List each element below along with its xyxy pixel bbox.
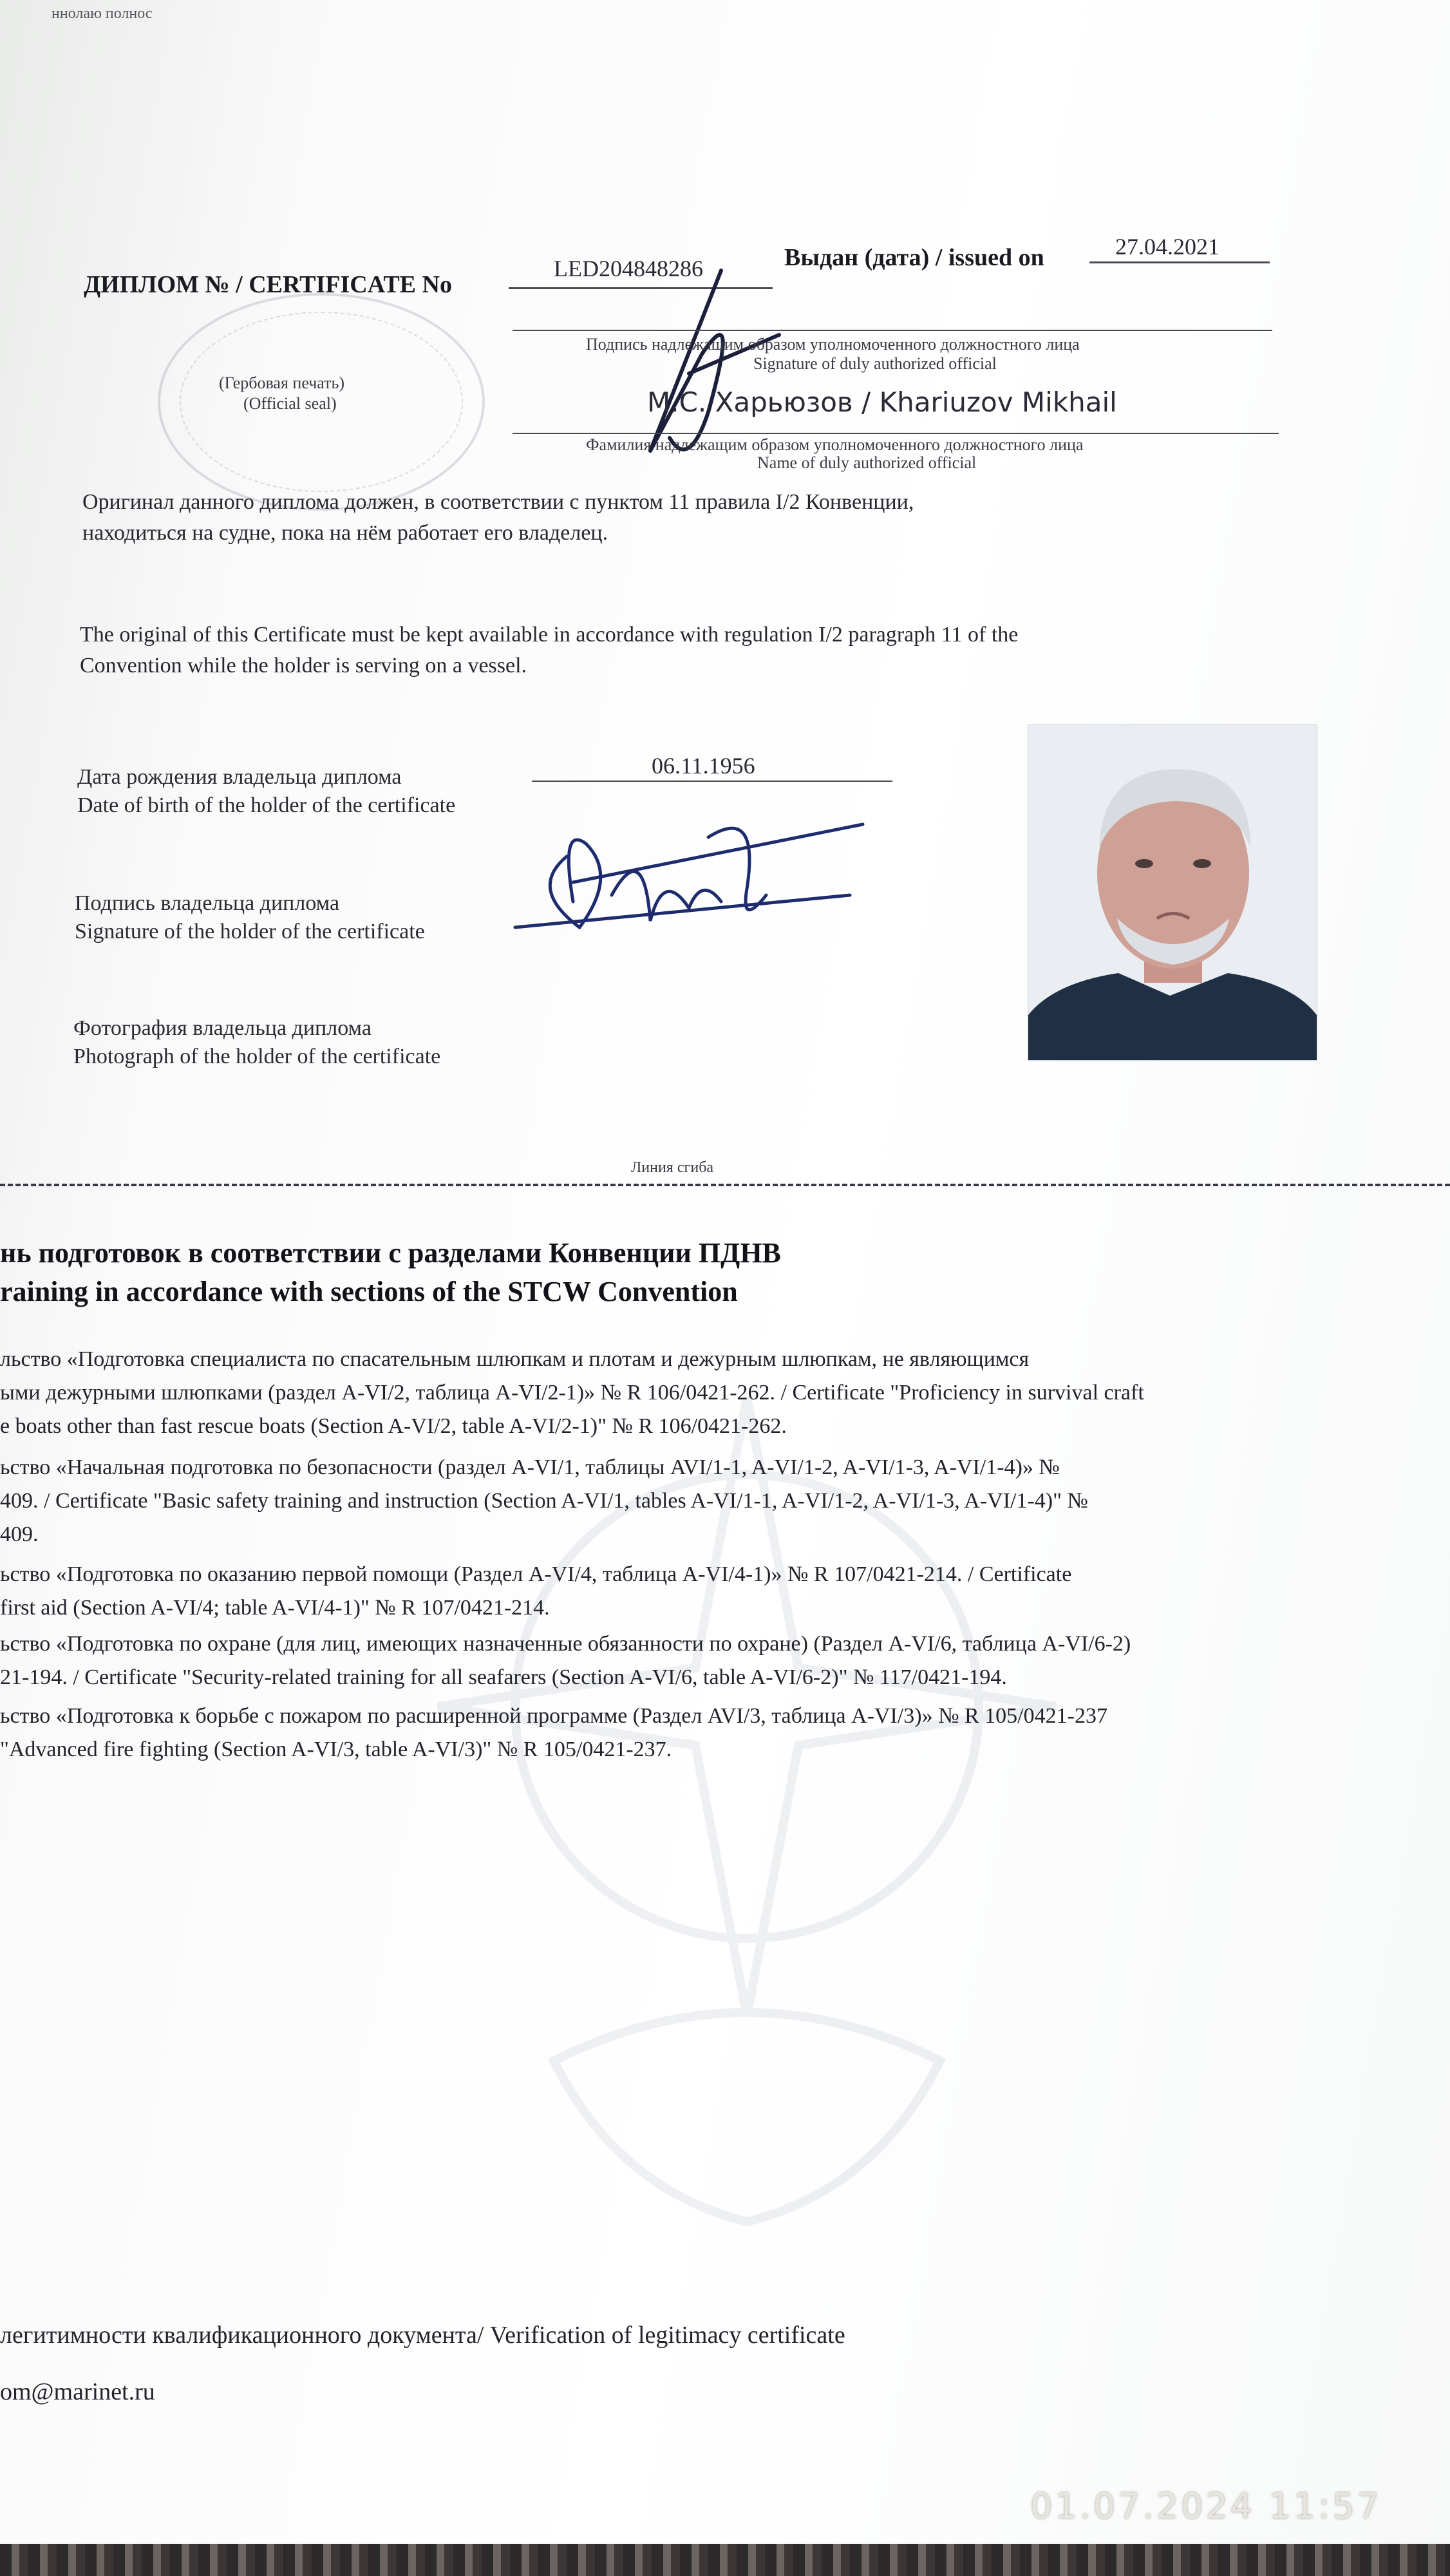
holder-signature-label-ru: Подпись владельца диплома <box>75 891 340 915</box>
holder-signature-label-en: Signature of the holder of the certificate <box>75 920 425 943</box>
notice-ru-line-1: Оригинал данного диплома должен, в соответствии с пунктом 11 правила I/2 Конвенции, <box>82 490 914 514</box>
official-signature-caption-en: Signature of duly authorized official <box>753 354 997 373</box>
dob-label-en: Date of birth of the holder of the certificate <box>77 793 456 817</box>
verification-text: легитимности квалификационного документа/ Verification of legitimacy certificate <box>0 2322 845 2349</box>
dob-value: 06.11.1956 <box>652 753 755 779</box>
official-name-caption-ru: Фамилия надлежащим образом уполномоченного должностного лица <box>586 435 1084 454</box>
seal-label-ru: (Гербовая печать) <box>219 374 345 392</box>
issued-on-label: Выдан (дата) / issued on <box>784 244 1044 271</box>
official-signature-caption-ru: Подпись надлежащим образом уполномоченного должностного лица <box>586 335 1080 354</box>
training-line: first aid (Section A-VI/4; table A-VI/4-1)" № R 107/0421-214. <box>0 1596 550 1620</box>
notice-en-line-2: Convention while the holder is serving on a vessel. <box>80 654 527 677</box>
training-line: льство «Подготовка специалиста по спасательным шлюпкам и плотам и дежурным шлюпкам, не являющимся <box>0 1347 1030 1371</box>
top-fragment-text: ннолаю полнос <box>52 5 153 22</box>
training-line: 409. / Certificate "Basic safety training and instruction (Section A-VI/1, tables A-VI/1-1, A-VI/1-2, A-VI/1-3, A-VI/1-4)" № <box>0 1489 1088 1513</box>
photo-timestamp: 01.07.2024 11:57 <box>1030 2486 1382 2526</box>
photo-label-en: Photograph of the holder of the certificate <box>73 1045 441 1068</box>
training-line: ьство «Начальная подготовка по безопасности (раздел A-VI/1, таблицы AVI/1-1, A-VI/1-2, A-VI/1-3, A-VI/1-4)» № <box>0 1455 1060 1479</box>
notice-ru <box>82 487 1280 549</box>
certificate-number-label: ДИПЛОМ № / CERTIFICATE No <box>84 271 452 298</box>
trainings-heading-en: raining in accordance with sections of the STCW Convention <box>0 1276 738 1307</box>
holder-photo <box>1028 724 1317 1061</box>
training-line: 21-194. / Certificate "Security-related training for all seafarers (Section A-VI/6, table A-VI/6-2)" № 117/0421-194. <box>0 1665 1007 1689</box>
trainings-heading-ru: нь подготовок в соответствии с разделами Конвенции ПДНВ <box>0 1237 781 1269</box>
training-line: ьство «Подготовка по охране (для лиц, имеющих назначенные обязанности по охране) (Раздел A-VI/6, таблица A-VI/6-2) <box>0 1632 1131 1656</box>
training-line: e boats other than fast rescue boats (Section A-VI/2, table A-VI/2-1)" № R 106/0421-262. <box>0 1414 787 1438</box>
training-line: ыми дежурными шлюпками (раздел A-VI/2, таблица A-VI/2-1)» № R 106/0421-262. / Certificate "Proficiency in survival craft <box>0 1381 1144 1405</box>
bottom-edge <box>0 2544 1450 2576</box>
training-line: "Advanced fire fighting (Section A-VI/3, table A-VI/3)" № R 105/0421-237. <box>0 1738 672 1761</box>
issued-date: 27.04.2021 <box>1115 234 1219 260</box>
photo-label-ru: Фотография владельца диплома <box>73 1016 372 1040</box>
official-name-caption-en: Name of duly authorized official <box>757 453 977 472</box>
notice-en <box>80 620 1281 681</box>
training-line: ьство «Подготовка к борьбе с пожаром по расширенной программе (Раздел AVI/3, таблица A-VI/3)» № R 105/0421-237 <box>0 1704 1107 1728</box>
dob-label-ru: Дата рождения владельца диплома <box>77 765 402 789</box>
notice-en-line-1: The original of this Certificate must be kept available in accordance with regulation I/2 paragraph 11 of the <box>80 623 1019 647</box>
official-name: М.С. Харьюзов / Khariuzov Mikhail <box>647 386 1117 418</box>
fold-line-label: Линия сгиба <box>631 1159 714 1176</box>
fold-line <box>0 1184 1450 1186</box>
training-line: ьство «Подготовка по оказанию первой помощи (Раздел A-VI/4, таблица A-VI/4-1)» № R 107/0421-214. / Certificate <box>0 1562 1072 1586</box>
verification-email[interactable]: om@marinet.ru <box>0 2378 155 2405</box>
notice-ru-line-2: находиться на судне, пока на нём работает его владелец. <box>82 521 608 545</box>
seal-label-en: (Official seal) <box>243 394 337 413</box>
certificate-number: LED204848286 <box>554 256 703 281</box>
holder-signature <box>489 799 889 953</box>
training-line: 409. <box>0 1522 39 1546</box>
